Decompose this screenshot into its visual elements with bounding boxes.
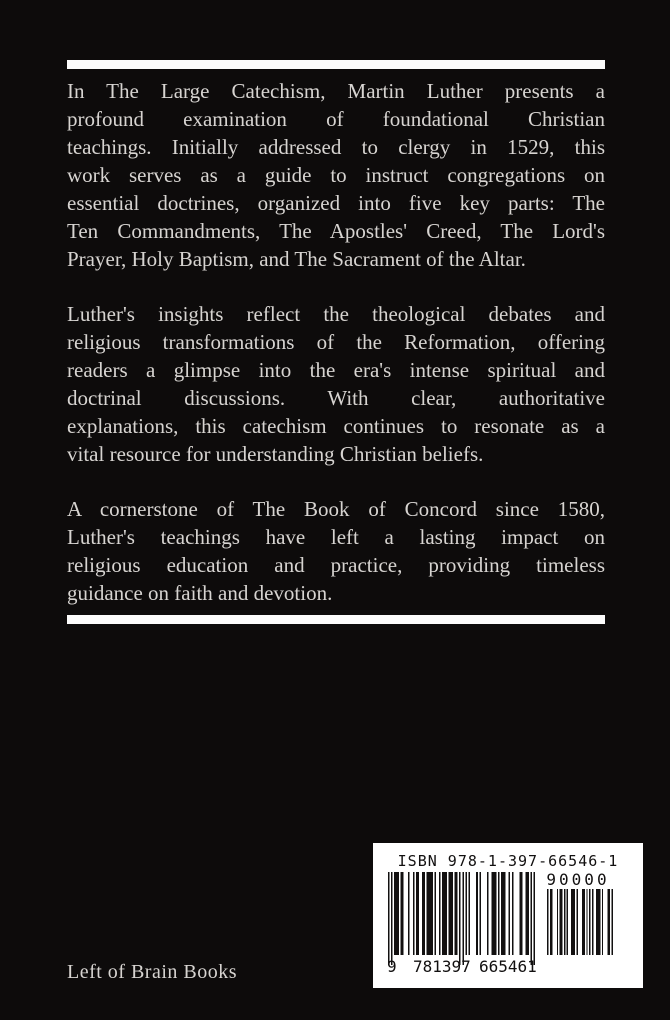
body-line: doctrinal discussions. With clear, authoritative	[67, 386, 605, 410]
body-line: religious transformations of the Reformation, offering	[67, 330, 605, 354]
barcode-panel	[373, 843, 643, 988]
paragraph	[67, 77, 605, 273]
body-line: essential doctrines, organized into five key parts: The	[67, 191, 605, 215]
barcode-digits	[373, 957, 643, 977]
barcode-digit-group2: 665461	[479, 957, 537, 976]
ean13-barcode-icon	[388, 872, 535, 965]
ean5-addon-barcode-icon	[547, 889, 613, 955]
body-line: Luther's teachings have left a lasting impact on	[67, 525, 605, 549]
body-line: Prayer, Holy Baptism, and The Sacrament of the Altar.	[67, 247, 526, 271]
body-line: Luther's insights reflect the theological debates and	[67, 302, 605, 326]
body-line: Ten Commandments, The Apostles' Creed, The Lord's	[67, 219, 605, 243]
paragraph	[67, 495, 605, 607]
body-line: vital resource for understanding Christian beliefs.	[67, 442, 484, 466]
top-divider	[67, 60, 605, 69]
body-line: readers a glimpse into the era's intense spiritual and	[67, 358, 605, 382]
body-paragraphs	[67, 77, 605, 607]
price-code: 90000	[546, 870, 610, 889]
body-line: work serves as a guide to instruct congregations on	[67, 163, 605, 187]
paragraph	[67, 300, 605, 468]
body-line: In The Large Catechism, Martin Luther presents a	[67, 79, 605, 103]
barcode-digit-lead: 9	[387, 957, 397, 976]
body-line: teachings. Initially addressed to clergy in 1529, this	[67, 135, 605, 159]
body-line: profound examination of foundational Christian	[67, 107, 605, 131]
body-line: explanations, this catechism continues to resonate as a	[67, 414, 605, 438]
publisher-name: Left of Brain Books	[67, 961, 238, 983]
bottom-divider	[67, 615, 605, 624]
barcode-digit-group1: 781397	[413, 957, 471, 976]
body-line: A cornerstone of The Book of Concord since 1580,	[67, 497, 605, 521]
body-line: guidance on faith and devotion.	[67, 581, 333, 605]
body-line: religious education and practice, providing timeless	[67, 553, 605, 577]
isbn-label: ISBN 978-1-397-66546-1	[397, 852, 619, 870]
